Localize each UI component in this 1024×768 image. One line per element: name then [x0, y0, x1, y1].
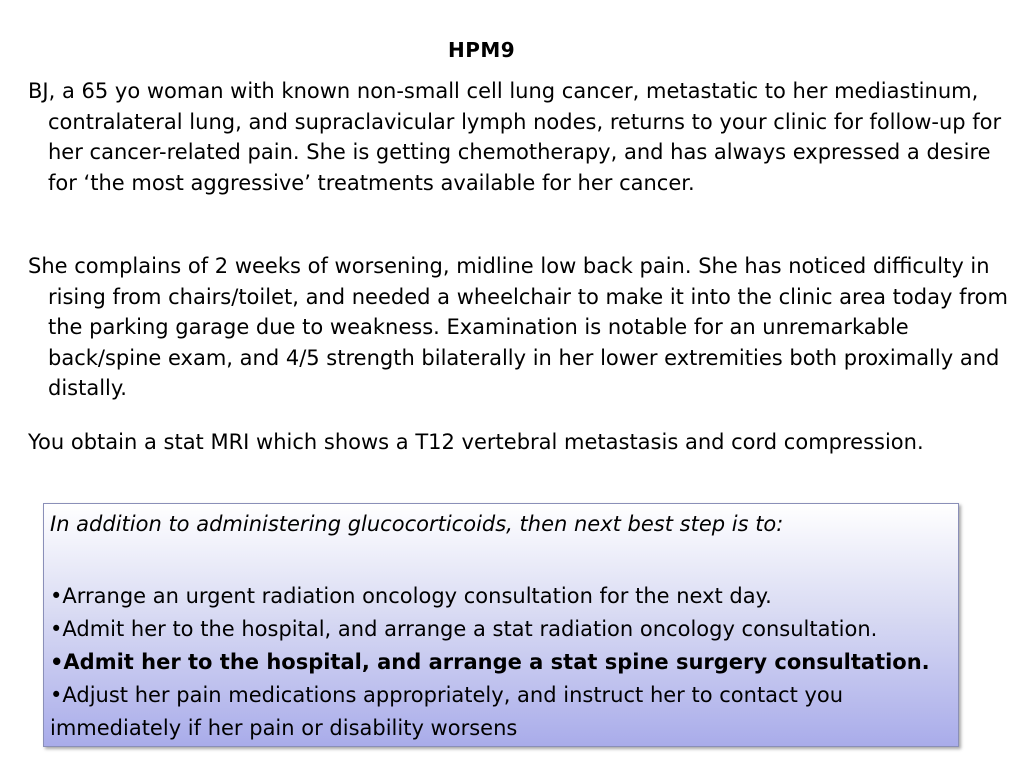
case-paragraph-history: BJ, a 65 yo woman with known non-small cell lung cancer, metastatic to her mediastinum, contralateral lung, and supraclavicular lymph nodes, returns to your clinic for follow-up for her cancer-related pain. She is getting chemotherapy, and has always expressed a desire for ‘the most aggressive’ treatments available for her cancer.: [28, 79, 1002, 195]
question-spacer: [50, 541, 952, 580]
slide-title: HPM9: [448, 38, 516, 62]
question-box: [43, 503, 959, 747]
answer-option: •Arrange an urgent radiation oncology consultation for the next day.: [50, 584, 772, 608]
answer-option: •Adjust her pain medications appropriately, and instruct her to contact you immediately if her pain or disability worsens: [50, 683, 844, 740]
answer-option-emphasized: •Admit her to the hospital, and arrange a stat spine surgery consultation.: [50, 650, 930, 674]
answer-option: •Admit her to the hospital, and arrange a stat radiation oncology consultation.: [50, 617, 878, 641]
case-paragraph-symptoms: She complains of 2 weeks of worsening, midline low back pain. She has noticed difficulty in rising from chairs/toilet, and needed a wheelchair to make it into the clinic area today from the parking garage due to weakness. Examination is notable for an unremarkable back/spine exam, and 4/5 strength bilaterally in her lower extremities both proximally and distally.: [28, 254, 1008, 400]
question-prompt: In addition to administering glucocorticoids, then next best step is to:: [50, 512, 784, 536]
case-paragraph-imaging: You obtain a stat MRI which shows a T12 vertebral metastasis and cord compression.: [28, 430, 924, 454]
